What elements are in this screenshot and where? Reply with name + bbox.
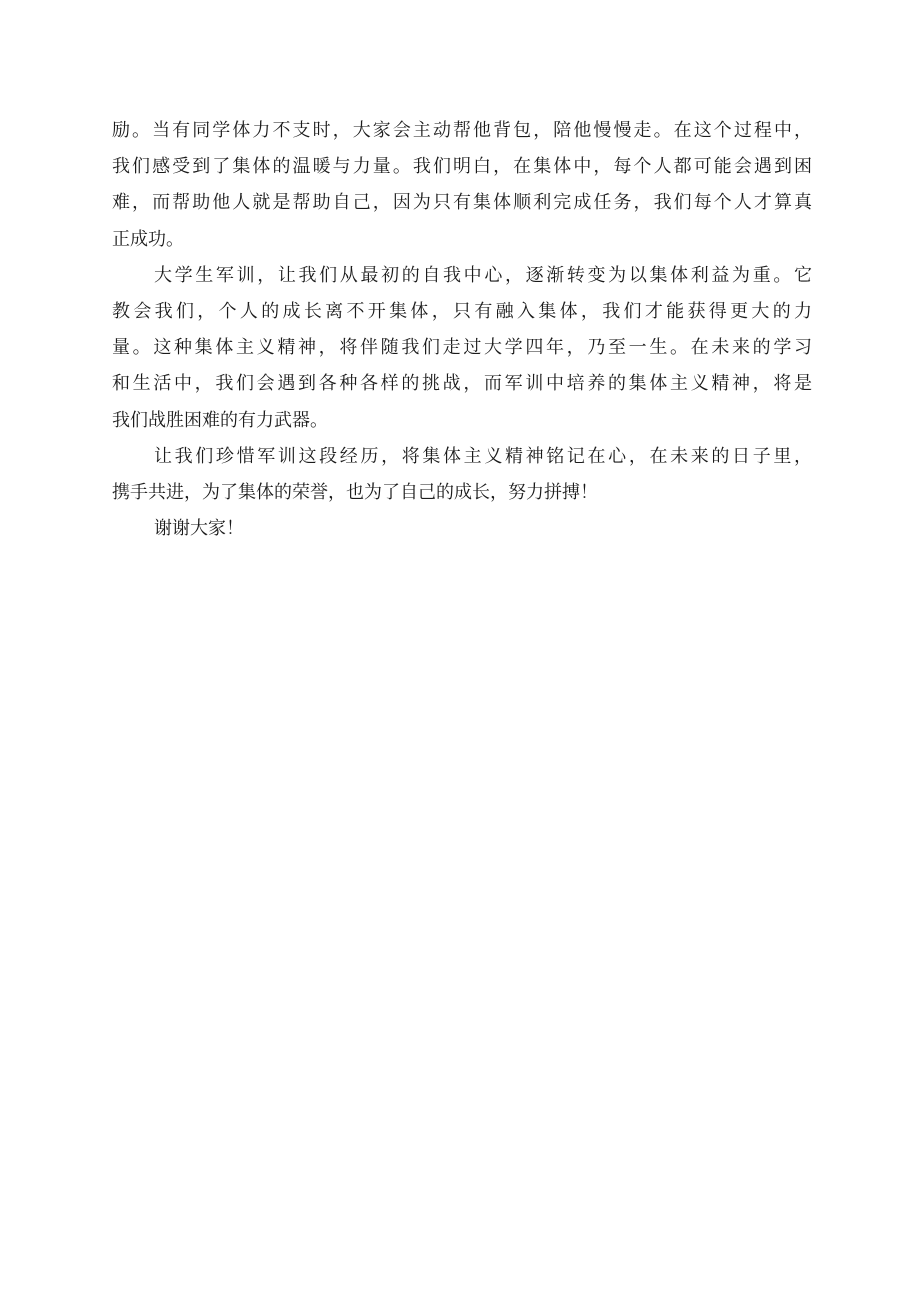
line-text: 和生活中，我们会遇到各种各样的挑战，而军训中培养的集体主义精神，将是 (112, 373, 815, 395)
text-line (112, 222, 812, 258)
text-line (112, 330, 815, 366)
line-text: 让我们珍惜军训这段经历，将集体主义精神铭记在心，在未来的日子里， (154, 445, 815, 467)
text-line (112, 439, 815, 475)
text-line (112, 475, 812, 511)
text-line (112, 403, 812, 439)
text-line (112, 366, 815, 402)
text-line (112, 113, 815, 149)
line-text: 我们战胜困难的有力武器。 (112, 409, 328, 431)
line-text: 励。当有同学体力不支时，大家会主动帮他背包，陪他慢慢走。在这个过程中， (112, 120, 815, 141)
line-text: 难，而帮助他人就是帮助自己，因为只有集体顺利完成任务，我们每个人才算真 (112, 192, 815, 214)
line-text: 大学生军训，让我们从最初的自我中心，逐渐转变为以集体利益为重。它 (154, 264, 815, 286)
text-line (112, 294, 816, 330)
text-line (112, 149, 815, 185)
line-text: 教会我们，个人的成长离不开集体，只有融入集体，我们才能获得更大的力 (112, 300, 816, 322)
text-line (112, 258, 815, 294)
document-body (112, 113, 816, 547)
line-text: 量。这种集体主义精神，将伴随我们走过大学四年，乃至一生。在未来的学习 (112, 337, 815, 359)
text-line (112, 511, 812, 547)
line-text: 正成功。 (112, 228, 184, 250)
line-text: 携手共进，为了集体的荣誉，也为了自己的成长，努力拼搏！ (112, 481, 598, 503)
line-text: 我们感受到了集体的温暖与力量。我们明白，在集体中，每个人都可能会遇到困 (112, 156, 815, 178)
closing-line: 谢谢大家！ (154, 518, 244, 540)
text-line (112, 185, 815, 221)
